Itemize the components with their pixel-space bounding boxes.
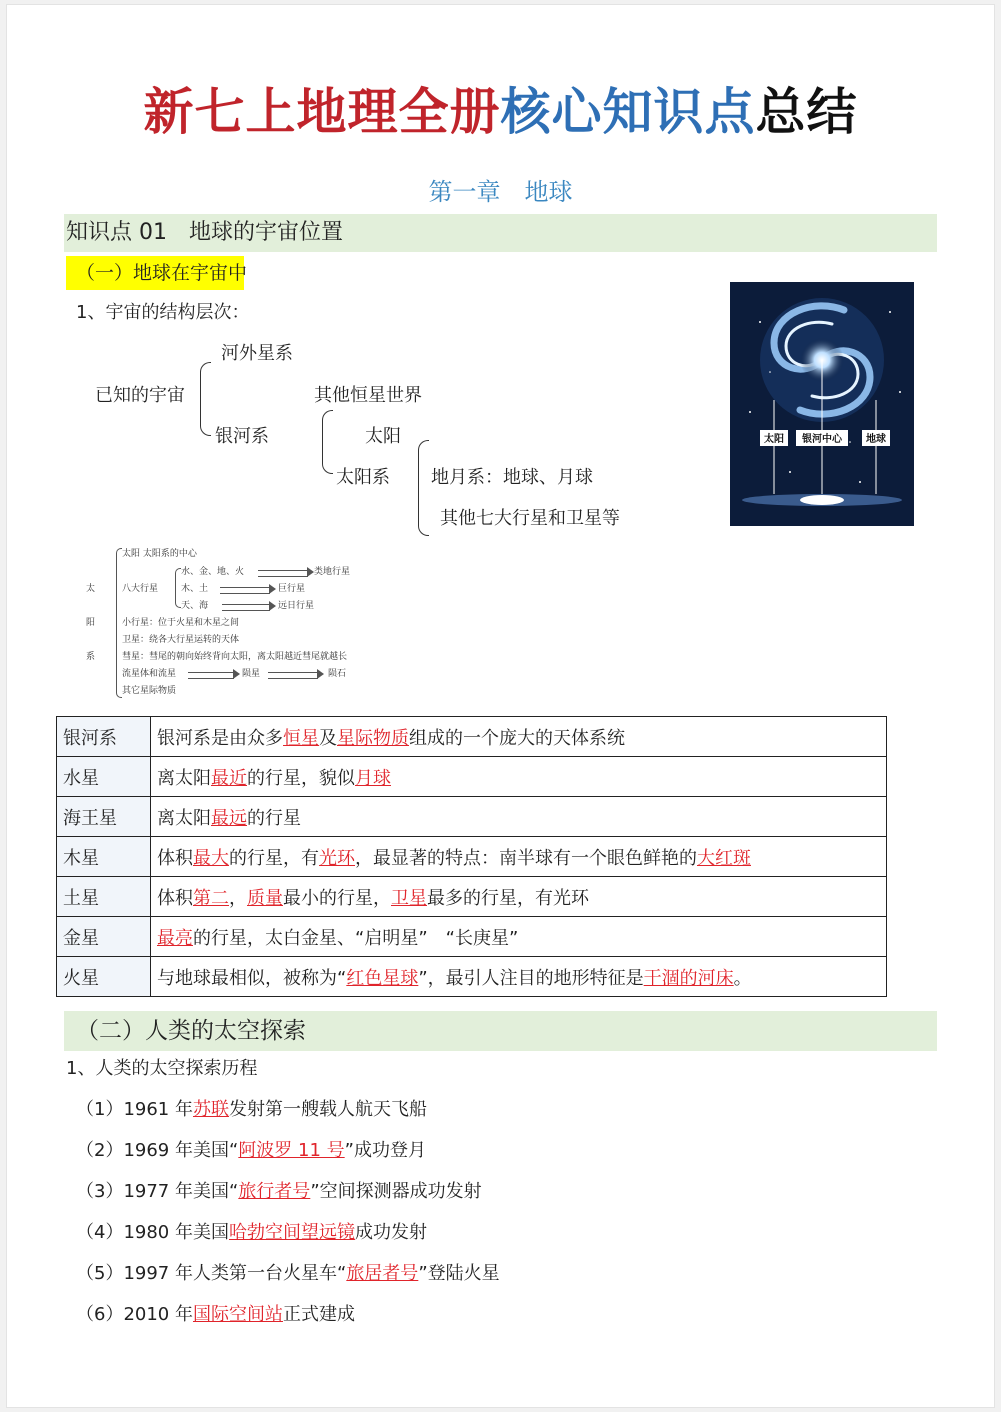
ss-root-char-2: 阳 [86,618,96,628]
answer-highlight: 国际空间站 [192,1304,283,1325]
table-row [57,917,887,957]
table-row [57,797,887,837]
description-text: 体积 [157,887,193,909]
table-cell-description [151,957,887,997]
answer-highlight: 月球 [355,767,391,789]
title-part-red: 新七上地理全册 [143,83,501,141]
ss-satellite: 卫星：绕各大行星运转的天体 [122,635,240,645]
tree-extragalactic: 河外星系 [221,343,293,364]
section-heading-1: （一）地球在宇宙中 [66,256,244,290]
table-cell-description [151,717,887,757]
event-text: （6）2010 年 [76,1304,193,1325]
event-item [76,1302,355,1328]
title-part-black: 总结 [755,83,858,141]
tree-solar-system: 太阳系 [336,467,390,488]
table-cell-description [151,757,887,797]
galaxy-label-earth: 地球 [866,434,886,445]
ss-sun: 太阳 太阳系的中心 [122,549,197,559]
tree-milky-way: 银河系 [215,426,269,447]
table-row [57,717,887,757]
page-title [0,82,1001,142]
tree-earth-moon: 地月系：地球、月球 [431,467,593,488]
history-heading: 1、人类的太空探索历程 [66,1058,258,1079]
ss-arrow-3 [222,604,270,611]
tree-brace-root [200,362,211,436]
answer-highlight: 最近 [211,767,247,789]
ss-arrow-2 [220,587,270,594]
tree-brace-milky-way [322,410,333,474]
knowledge-point-title: 知识点 01 地球的宇宙位置 [66,220,343,245]
galaxy-illustration [730,282,914,526]
galaxy-label-sun: 太阳 [764,434,784,445]
table-cell-name: 海王星 [57,797,151,837]
table-cell-description [151,837,887,877]
ss-meteor: 流星体和流星 [122,669,177,679]
ss-group-2-members: 木、土 [181,584,209,594]
table-cell-name: 火星 [57,957,151,997]
answer-highlight: 苏联 [192,1099,229,1120]
event-text: ”空间探测器成功发射 [310,1181,482,1202]
ss-root-char-3: 系 [86,652,96,662]
table-cell-description [151,797,887,837]
answer-highlight: 最亮 [157,927,193,949]
tree-other-star-worlds: 其他恒星世界 [314,385,422,406]
answer-highlight: 恒星 [283,727,319,749]
answer-highlight: 第二 [193,887,229,909]
ss-meteorite: 陨石 [328,669,347,679]
ss-arrow-5 [268,672,318,679]
ss-group-2-type: 巨行星 [278,584,306,594]
description-text: 的行星 [247,807,301,829]
description-text: 的行星，有 [229,847,319,869]
tree-root: 已知的宇宙 [95,385,185,406]
ss-arrow-4 [188,672,234,679]
table-row [57,957,887,997]
question-heading: 1、宇宙的结构层次： [76,302,250,323]
ss-root-char-1: 太 [86,584,96,594]
table-cell-description [151,917,887,957]
description-text: 的行星，太白金星、“启明星” “长庚星” [193,927,519,949]
event-text: （4）1980 年美国 [76,1222,229,1243]
ss-group-3-type: 远日行星 [278,601,315,611]
answer-highlight: 红色星球 [346,967,419,989]
event-text: ”成功登月 [344,1140,426,1161]
description-text: 体积 [157,847,193,869]
ss-group-1-members: 水、金、地、火 [181,567,245,577]
answer-highlight: 哈勃空间望远镜 [228,1222,355,1243]
answer-highlight: 大红斑 [697,847,751,869]
celestial-bodies-table [56,716,887,997]
galaxy-label-center: 银河中心 [802,434,842,445]
description-text: 的行星，貌似 [247,767,355,789]
event-text: 正式建成 [282,1304,355,1325]
event-item [76,1179,482,1205]
ss-group-1-type: 类地行星 [314,567,351,577]
description-text: 最小的行星， [283,887,391,909]
event-item [76,1097,427,1123]
tree-brace-solar [418,440,429,536]
ss-planets-label: 八大行星 [122,584,159,594]
description-text: ，最显著的特点：南半球有一个眼色鲜艳的 [355,847,697,869]
ss-asteroid: 小行星：位于火星和木星之间 [122,618,240,628]
answer-highlight: 质量 [247,887,283,909]
table-cell-name: 金星 [57,917,151,957]
answer-highlight: 阿波罗 11 号 [238,1140,345,1161]
tree-sun: 太阳 [365,426,401,447]
event-text: 成功发射 [354,1222,427,1243]
answer-highlight: 干涸的河床 [643,967,734,989]
table-cell-name: 木星 [57,837,151,877]
description-text: 离太阳 [157,807,211,829]
event-text: （1）1961 年 [76,1099,193,1120]
table-row [57,877,887,917]
answer-highlight: 星际物质 [337,727,409,749]
table-row [57,837,887,877]
tree-other-planets: 其他七大行星和卫星等 [440,508,620,529]
event-text: 发射第一艘载人航天飞船 [228,1099,427,1120]
galaxy-graphic [730,282,914,526]
description-text: 与地球最相似，被称为“ [157,967,347,989]
table-cell-name: 银河系 [57,717,151,757]
answer-highlight: 旅居者号 [346,1263,419,1284]
description-text: 离太阳 [157,767,211,789]
event-item [76,1138,426,1164]
description-text: 银河系是由众多 [157,727,283,749]
event-text: （2）1969 年美国“ [76,1140,239,1161]
description-text: ， [229,887,247,909]
ss-other: 其它星际物质 [122,686,177,696]
event-item [76,1261,500,1287]
event-text: （5）1997 年人类第一台火星车“ [76,1263,347,1284]
section-heading-2: （二）人类的太空探索 [76,1018,306,1044]
ss-meteoroid: 陨星 [242,669,261,679]
description-text: 。 [733,967,752,989]
answer-highlight: 卫星 [391,887,427,909]
event-text: ”登陆火星 [418,1263,500,1284]
table-cell-name: 土星 [57,877,151,917]
answer-highlight: 旅行者号 [238,1181,311,1202]
table-row [57,757,887,797]
ss-arrow-1 [258,570,308,577]
ss-group-3-members: 天、海 [181,601,209,611]
answer-highlight: 光环 [319,847,355,869]
table-cell-description [151,877,887,917]
description-text: 组成的一个庞大的天体系统 [409,727,625,749]
chapter-heading: 第一章 地球 [428,178,573,206]
description-text: 及 [319,727,337,749]
table-cell-name: 水星 [57,757,151,797]
event-text: （3）1977 年美国“ [76,1181,239,1202]
description-text: 最多的行星，有光环 [427,887,589,909]
answer-highlight: 最远 [211,807,247,829]
event-item [76,1220,427,1246]
description-text: ”，最引人注目的地形特征是 [418,967,644,989]
ss-comet: 彗星：彗尾的朝向始终背向太阳，离太阳越近彗尾就越长 [122,652,348,662]
answer-highlight: 最大 [193,847,229,869]
title-part-blue: 核心知识点 [500,83,756,141]
